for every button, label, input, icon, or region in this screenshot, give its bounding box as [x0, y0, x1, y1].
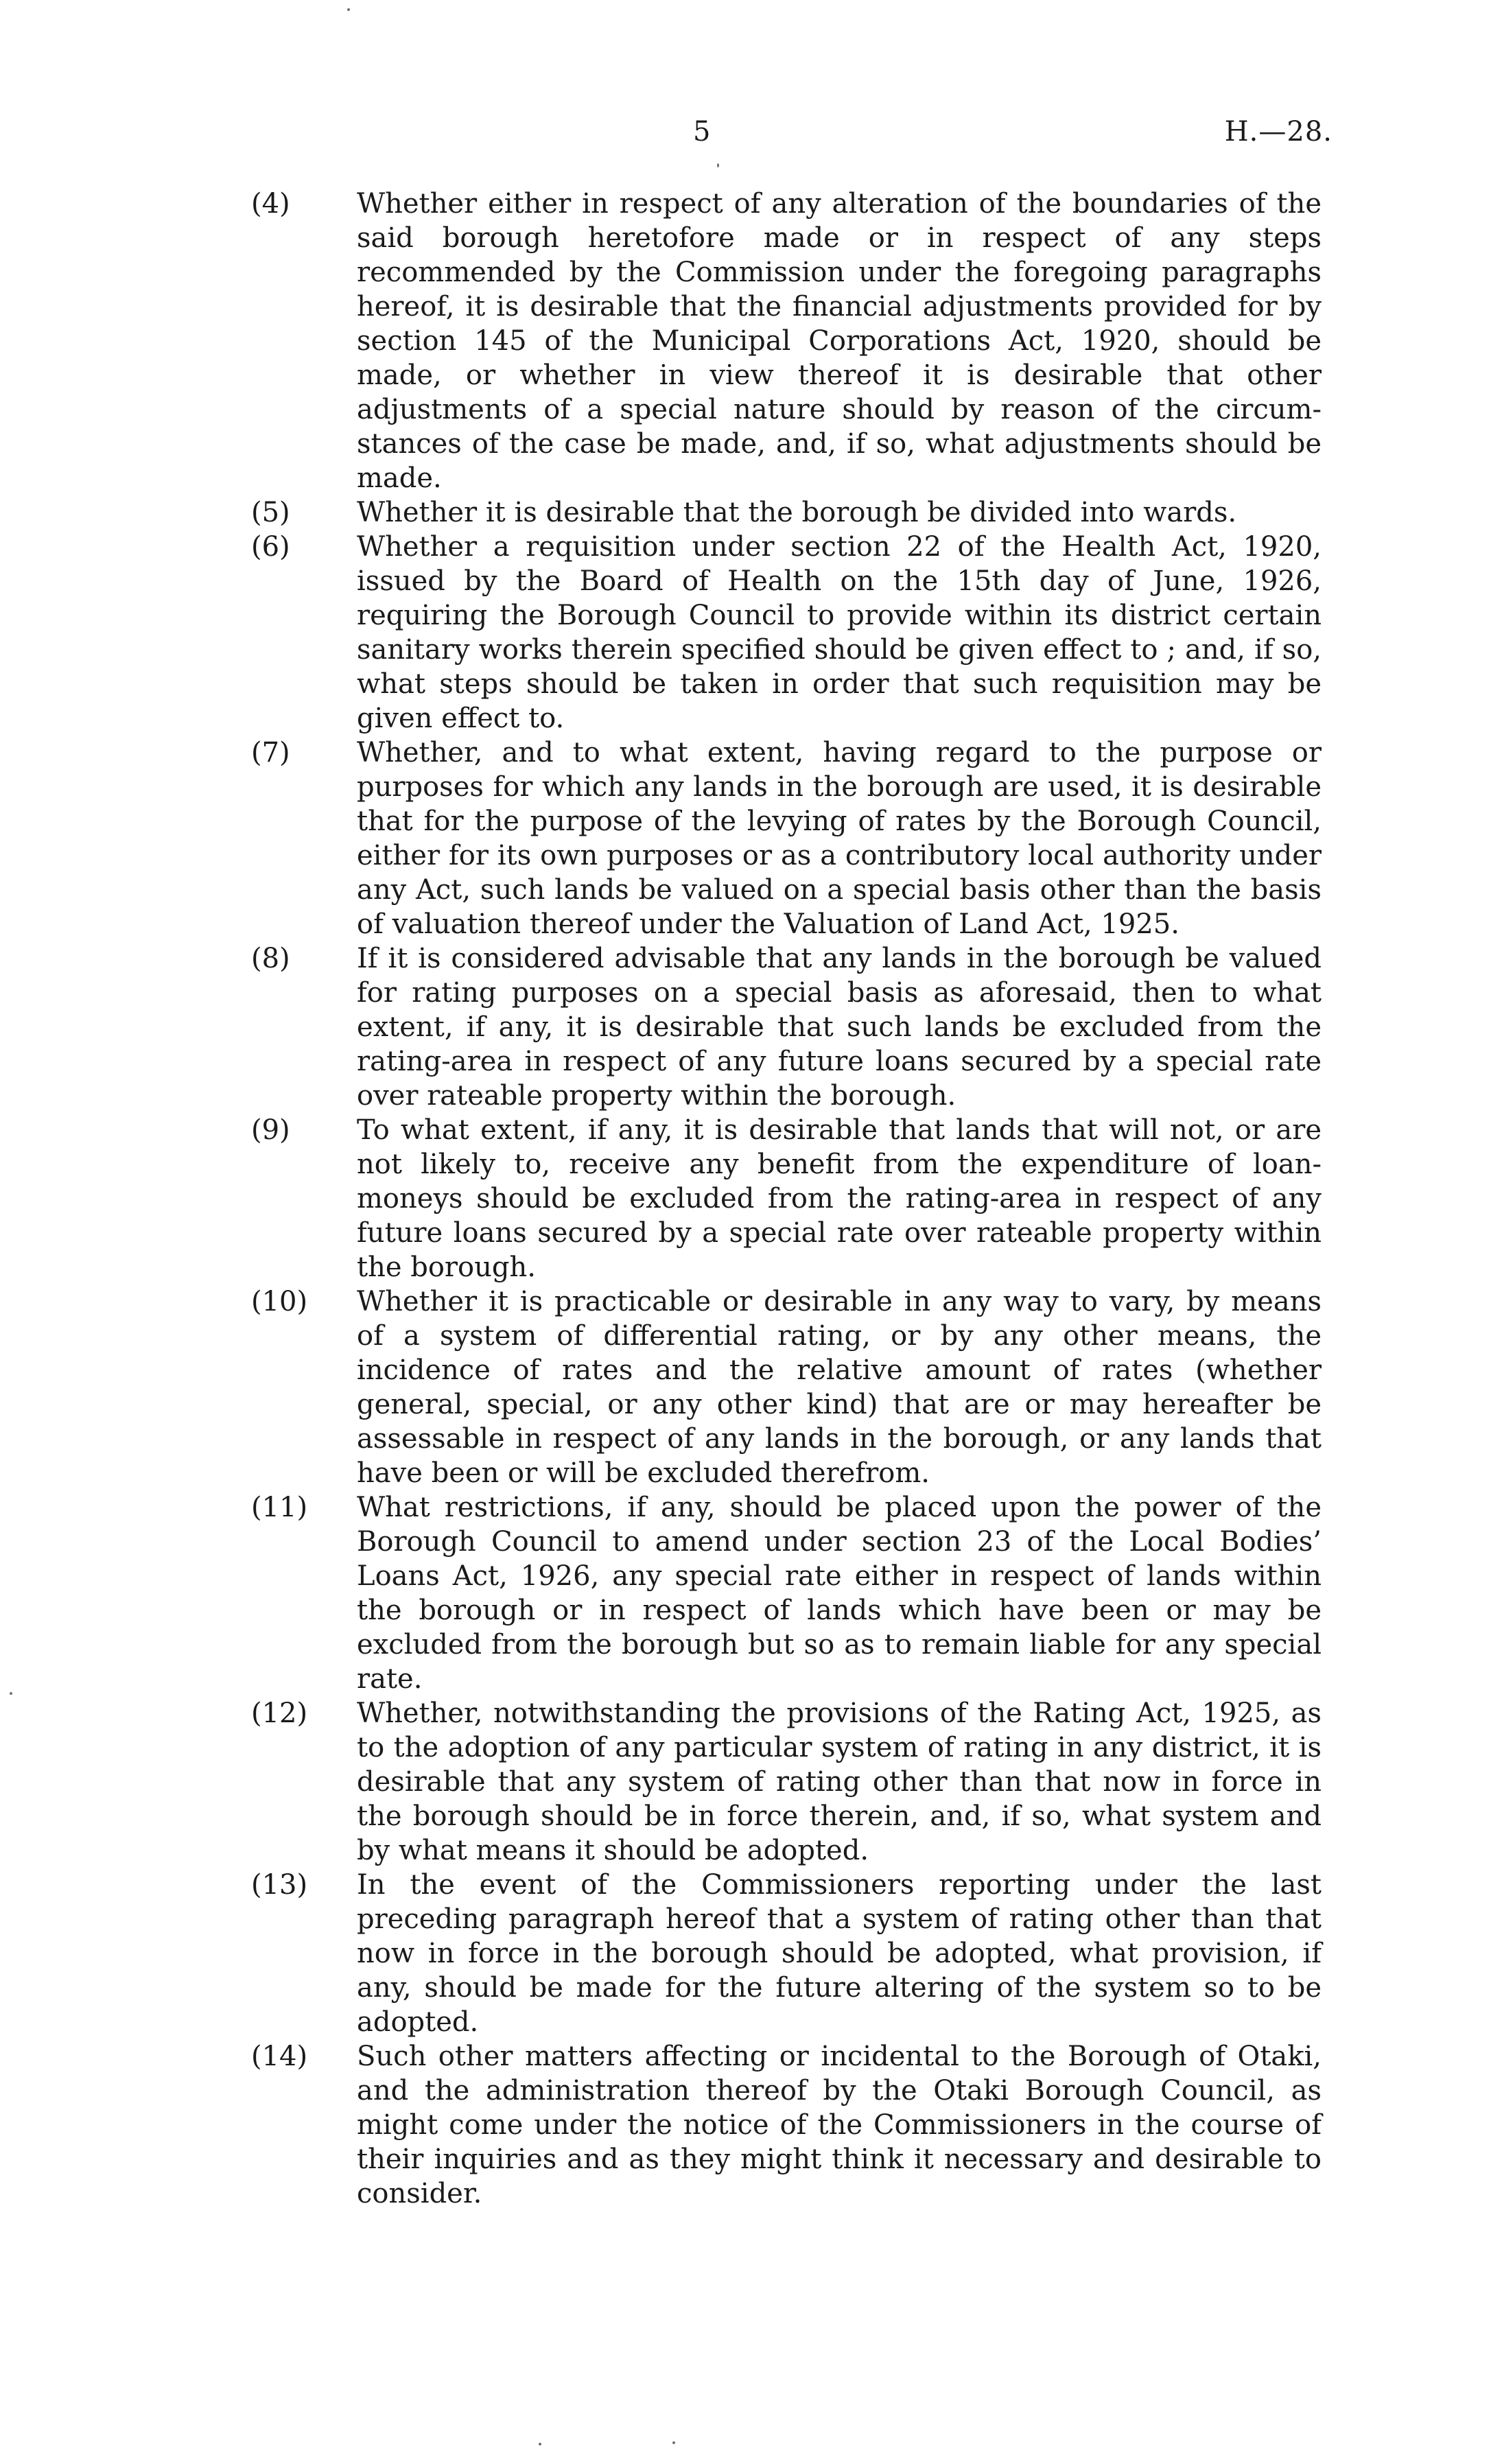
- list-item: [251, 1490, 1322, 1696]
- item-number: (9): [251, 1114, 290, 1146]
- list-item: [251, 1696, 1322, 1868]
- list-item: [251, 495, 1322, 530]
- item-text: Whether, and to what extent, having regard to the purpose or purposes for which any lands in the borough are used, it is desirable that for the purpose of the levying of rates by the Borough Council, either for its own purposes or as a contributory local authority under any Act, such lands be valued on a special basis other than the basis of valuation thereof under the Valuation of Land Act, 1925.: [357, 737, 1322, 940]
- item-text: Whether either in respect of any alteration of the boundaries of the said borough heretofore made or in respect of any steps recommended by the Commission under the foregoing paragraphs hereof, it is desirable that the financial adjustments provided for by section 145 of the Municipal Corporations Act, 1920, should be made, or whether in view thereof it is desirable that other adjustments of a special nature should by reason of the circumstances of the case be made, and, if so, what adjustments should be made.: [357, 188, 1322, 494]
- item-text: In the event of the Commissioners reporting under the last preceding paragraph hereof that a system of rating other than that now in force in the borough should be adopted, what provision, if any, should be made for the future altering of the system so to be adopted.: [357, 1869, 1322, 2038]
- item-text: Whether, notwithstanding the provisions of the Rating Act, 1925, as to the adoption of any particular system of rating in any district, it is desirable that any system of rating other than that now in force in the borough should be in force therein, and, if so, what system and by what means it should be adopted.: [357, 1698, 1322, 1866]
- item-number: (5): [251, 497, 290, 528]
- list-item: [251, 941, 1322, 1113]
- item-number: (4): [251, 188, 290, 220]
- item-text: Such other matters affecting or incidental to the Borough of Otaki, and the administration thereof by the Otaki Borough Council, as might come under the notice of the Commissioners in the course of their inquiries and as they might think it necessary and desirable to consider.: [357, 2041, 1322, 2209]
- list-item: [251, 1113, 1322, 1284]
- item-number: (7): [251, 737, 290, 768]
- scan-speck: [539, 2443, 541, 2445]
- scan-speck: [10, 1692, 12, 1695]
- scan-speck: [717, 163, 719, 167]
- list-item: [251, 1868, 1322, 2039]
- item-number: (10): [251, 1286, 308, 1317]
- item-text: If it is considered advisable that any lands in the borough be valued for rating purposes on a special basis as aforesaid, then to what extent, if any, it is desirable that such lands be excluded from the rating-area in respect of any future loans secured by a special rate over rateable property within the borough.: [357, 943, 1322, 1112]
- list-item: [251, 187, 1322, 495]
- page-number: 5: [693, 116, 711, 148]
- item-text: Whether a requisition under section 22 of the Health Act, 1920, issued by the Board of Health on the 15th day of June, 1926, requiring the Borough Council to provide within its district certain sanitary works therein specified should be given effect to ; and, if so, what steps should be taken in order that such requisition may be given effect to.: [357, 531, 1322, 734]
- item-number: (14): [251, 2041, 308, 2072]
- list-item: [251, 2039, 1322, 2211]
- document-reference: H.—28.: [1224, 116, 1332, 148]
- inquiry-items-list: [251, 187, 1322, 2211]
- item-number: (6): [251, 531, 290, 563]
- scan-speck: [672, 2441, 675, 2444]
- item-number: (12): [251, 1698, 308, 1729]
- list-item: [251, 530, 1322, 736]
- scan-speck: [347, 8, 350, 11]
- item-text: Whether it is desirable that the borough be divided into wards.: [357, 497, 1237, 528]
- list-item: [251, 736, 1322, 941]
- item-text: What restrictions, if any, should be placed upon the power of the Borough Council to amend under section 23 of the Local Bodies’ Loans Act, 1926, any special rate either in respect of lands within the borough or in respect of lands which have been or may be excluded from the borough but so as to remain liable for any special rate.: [357, 1492, 1322, 1695]
- item-number: (8): [251, 943, 290, 974]
- item-text: To what extent, if any, it is desirable that lands that will not, or are not likely to, receive any benefit from the expenditure of loan-moneys should be excluded from the rating-area in respect of any future loans secured by a special rate over rateable property within the borough.: [357, 1114, 1322, 1283]
- list-item: [251, 1284, 1322, 1490]
- item-text: Whether it is practicable or desirable in any way to vary, by means of a system of differential rating, or by any other means, the incidence of rates and the relative amount of rates (whether general, special, or any other kind) that are or may hereafter be assessable in respect of any lands in the borough, or any lands that have been or will be excluded therefrom.: [357, 1286, 1322, 1489]
- item-number: (13): [251, 1869, 308, 1901]
- item-number: (11): [251, 1492, 308, 1523]
